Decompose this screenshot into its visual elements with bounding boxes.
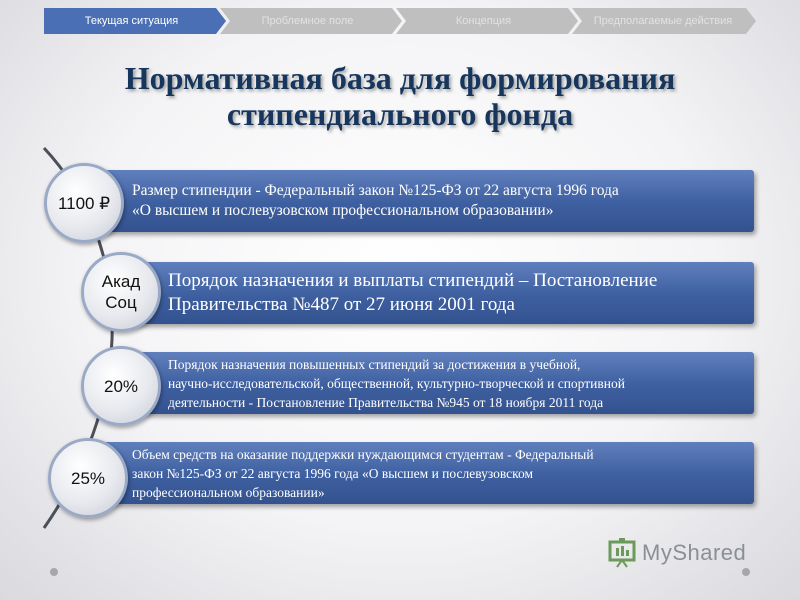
info-bar-scholarship-size: [102, 170, 754, 232]
badge-circle-25-percent: [48, 438, 128, 518]
info-bar-line: «О высшем и послевузовском профессиональном образовании»: [132, 202, 554, 219]
info-bar-text: [132, 170, 746, 232]
slide-title-line-2: стипендиального фонда: [226, 96, 574, 132]
badge-circle-amount: [44, 163, 124, 243]
badge-circle-20-percent: [81, 346, 161, 426]
badge-label: Соц: [105, 293, 137, 312]
info-bar-text: [168, 352, 746, 414]
nav-step-label: Предполагаемые действия: [593, 15, 733, 27]
info-bar-text: [168, 262, 746, 324]
process-navigation: [44, 8, 756, 34]
badge-label: 25%: [70, 468, 106, 488]
presentation-board-icon: [608, 536, 638, 568]
info-bar-text: [132, 442, 746, 504]
info-bar-line: Правительства №487 от 27 июня 2001 года: [168, 294, 515, 315]
info-bar-increased-scholarships: [110, 352, 754, 414]
info-bar-line: деятельности - Постановление Правительства №945 от 18 ноября 2011 года: [168, 394, 604, 410]
nav-step-label: Концепция: [455, 15, 512, 27]
info-bar-line: профессиональном образовании»: [132, 484, 325, 500]
badge-label: Акад: [101, 272, 141, 291]
footer-dot-left: [50, 568, 58, 576]
info-bar-line: научно-исследовательской, общественной, культурно-творческой и спортивной: [168, 375, 625, 391]
badge-label: 20%: [103, 376, 139, 396]
info-bar-line: Объем средств на оказание поддержки нуждающимся студентам - Федеральный: [132, 446, 594, 462]
nav-step-concept[interactable]: [396, 8, 581, 34]
info-bar-line: Порядок назначения и выплаты стипендий – Постановление: [168, 270, 658, 291]
nav-step-label: Текущая ситуация: [84, 15, 179, 27]
badge-circle-acad-soc: [81, 252, 161, 332]
nav-step-planned-actions[interactable]: [572, 8, 757, 34]
slide-title: [40, 60, 760, 132]
badge-label: 1100 ₽: [57, 193, 111, 213]
info-bar-line: Порядок назначения повышенных стипендий за достижения в учебной,: [168, 356, 581, 372]
info-bar-needy-support: [102, 442, 754, 504]
info-bar-line: Размер стипендии - Федеральный закон №125-ФЗ от 22 августа 1996 года: [132, 182, 619, 199]
myshared-logo: [608, 536, 768, 570]
nav-step-label: Проблемное поле: [261, 15, 354, 27]
logo-text: MyShared: [642, 540, 747, 565]
info-bar-line: закон №125-ФЗ от 22 августа 1996 года «О высшем и послевузовском: [132, 465, 534, 481]
nav-step-current-situation[interactable]: [44, 8, 229, 34]
nav-step-problem-field[interactable]: [220, 8, 405, 34]
slide-title-line-1: Нормативная база для формирования: [124, 60, 676, 96]
info-bar-payment-procedure: [110, 262, 754, 324]
